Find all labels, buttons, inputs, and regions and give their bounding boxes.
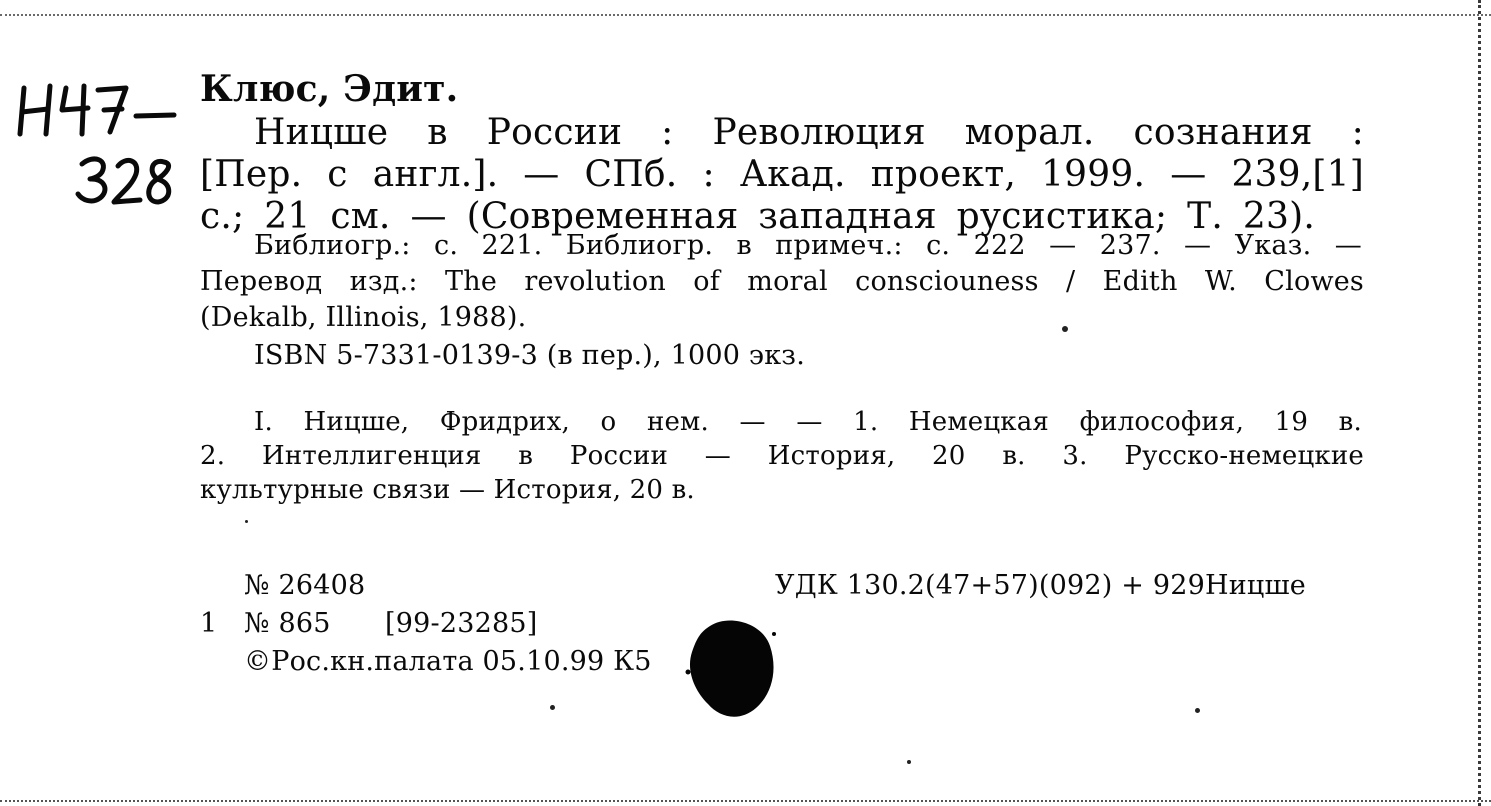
udk-classification: УДК 130.2(47+57)(092) + 929Ницше bbox=[775, 570, 1306, 601]
author-heading: Клюс, Эдит. bbox=[200, 68, 459, 110]
subject-line: культурные связи — История, 20 в. bbox=[200, 475, 695, 505]
subject-line: I. Ницше, Фридрих, о нем. — — 1. Немецкая философия, 19 в. bbox=[254, 407, 1362, 437]
note-line: (Dekalb, Illinois, 1988). bbox=[200, 302, 527, 333]
ink-speck bbox=[550, 705, 555, 710]
title-line: с.; 21 см. — (Современная западная русистика; Т. 23). bbox=[200, 196, 1315, 237]
card-top-edge bbox=[0, 14, 1491, 16]
secondary-number: № 865 bbox=[244, 608, 331, 639]
record-number: № 26408 bbox=[244, 570, 366, 601]
book-chamber-stamp: ©Рос.кн.палата 05.10.99 К5 bbox=[244, 646, 652, 677]
card-bottom-edge bbox=[0, 800, 1491, 802]
handwritten-shelf-mark bbox=[14, 82, 179, 212]
bibliographic-number: [99-23285] bbox=[385, 608, 538, 639]
title-line: Ницше в России : Революция морал. сознания : bbox=[254, 112, 1364, 153]
ink-blot bbox=[680, 612, 780, 722]
title-line: [Пер. с англ.]. — СПб. : Акад. проект, 1999. — 239,[1] bbox=[200, 154, 1364, 195]
ink-speck bbox=[245, 520, 248, 523]
shelf-mark-drawing bbox=[14, 82, 179, 212]
note-line: Перевод изд.: The revolution of moral consciouness / Edith W. Clowes bbox=[200, 266, 1364, 297]
ink-speck bbox=[1062, 326, 1068, 332]
card-right-edge bbox=[1478, 0, 1481, 806]
ink-speck bbox=[907, 760, 911, 764]
copy-index: 1 bbox=[200, 608, 218, 639]
ink-speck bbox=[1195, 708, 1200, 713]
note-line: Библиогр.: с. 221. Библиогр. в примеч.: с. 222 — 237. — Указ. — bbox=[254, 230, 1362, 261]
isbn-line: ISBN 5-7331-0139-3 (в пер.), 1000 экз. bbox=[254, 340, 806, 371]
subject-line: 2. Интеллигенция в России — История, 20 в. 3. Русско-немецкие bbox=[200, 441, 1364, 471]
